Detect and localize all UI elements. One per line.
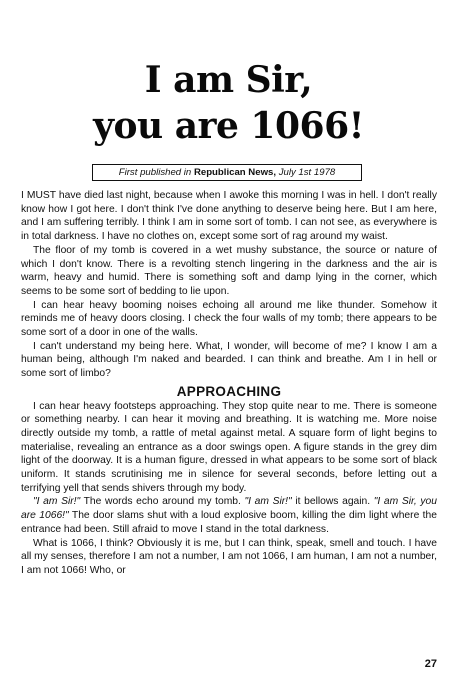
page-number: 27: [424, 658, 437, 670]
publication-date: July 1st 1978: [278, 167, 336, 178]
paragraph-4: I can't understand my being here. What, I wonder, will become of me? I know I am a human being, although I'm naked and bearded. I can think and breathe. Am I in hell or some sort of limbo?: [21, 340, 437, 380]
paragraph-6-text-1: The words echo around my tomb.: [80, 496, 245, 508]
paragraph-6-text-3: The door slams shut with a loud explosive boom, killing the dim light where the entrance had been. Still afraid to move I stand in the total darkness.: [21, 510, 437, 535]
quote-1: "I am Sir!": [33, 496, 81, 508]
paragraph-2: The floor of my tomb is covered in a wet mushy substance, the source or nature of which I don't know. There is a revolting stench lingering in the darkness and the air is warm, heavy and humid. There is something soft and damp lying in the corner, which seems to be some sort of bedding to lie upon.: [21, 244, 437, 297]
publication-note-box: [92, 164, 362, 181]
paragraph-3: I can hear heavy booming noises echoing all around me like thunder. Somehow it reminds me of heavy doors closing. I check the four walls of my tomb; there appears to be some sort of a door in one of the walls.: [21, 299, 437, 339]
paragraph-1: I MUST have died last night, because when I awoke this morning I was in hell. I don't really know how I got here. I don't think I've done anything to deserve being here. But I am here, and I am suffering terribly. I think I am in some sort of tomb. I can not see, as everywhere is in total darkness. I have no clothes on, except some sort of rag around my waist.: [21, 190, 437, 243]
article-body: [21, 189, 437, 578]
quote-2: "I am Sir!": [244, 496, 292, 508]
page-title-line-1: I am Sir,: [144, 59, 313, 101]
paragraph-6: [21, 495, 437, 536]
section-heading: APPROACHING: [176, 383, 282, 399]
publication-source: Republican News,: [193, 167, 279, 178]
publication-prefix: First published in: [118, 167, 194, 178]
page-title-line-2: you are 1066!: [93, 105, 364, 147]
paragraph-7: What is 1066, I think? Obviously it is me, but I can think, speak, smell and touch. I have all my senses, therefore I am not a number, I am not 1066, I am human, I am not a number, I am not 1066! Who, or: [21, 537, 437, 576]
paragraph-5: I can hear heavy footsteps approaching. They stop quite near to me. There is someone or something nearby. I can hear it moving and breathing. It is watching me. More noise directly outside my tomb, a rattle of metal against metal. A square form of light begins to materialise, revealing an entrance as a door swings open. A figure stands in the grey dim light of the doorway. It is a human figure, dressed in what appears to be some sort of black uniform. It stands scrutinising me in silence for several seconds, before letting out a terrifying yell that sends shivers through my body.: [21, 400, 437, 494]
quote-3: "I am Sir, you are 1066!": [21, 496, 437, 522]
paragraph-6-text-2: it bellows again.: [291, 496, 374, 508]
